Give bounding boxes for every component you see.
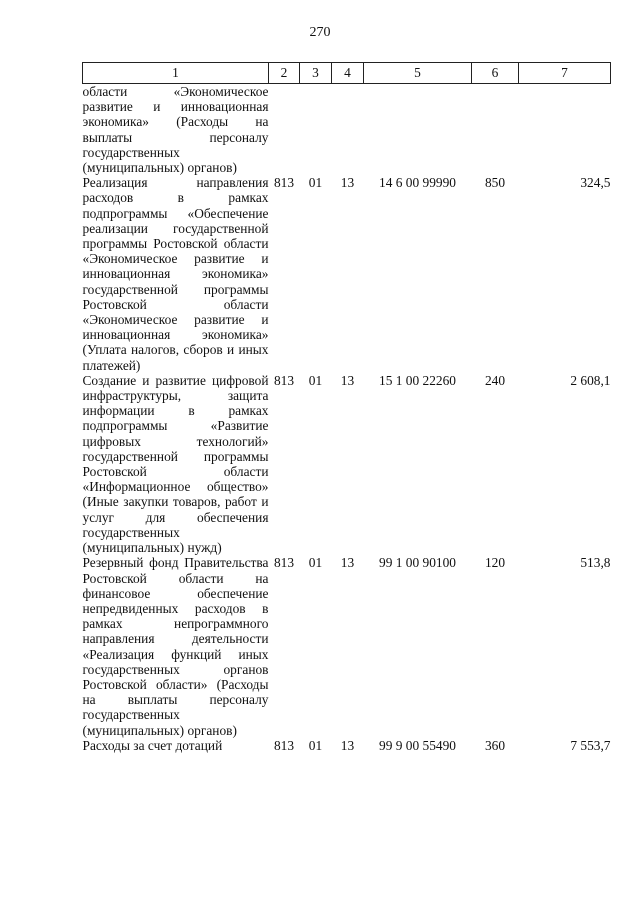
column-header-7: 7: [519, 63, 611, 84]
row-rz: 01: [308, 555, 323, 571]
column-header-2: 2: [269, 63, 300, 84]
table-row: [83, 175, 611, 373]
row-amount: 324,5: [580, 175, 611, 191]
row-rz: 01: [308, 737, 323, 753]
row-description: Резервный фонд Правительства Ростовской области на финансовое обеспечение непредвиденных расходов в рамках непрограммного направления деятельности «Реализация функций иных государственных органов Ростовской области» (Расходы на выплаты персоналу государственных (муниципальных) органов): [82, 555, 269, 738]
row-description: Расходы за счет дотаций: [82, 737, 223, 753]
row-pr: 13: [340, 555, 355, 571]
row-vr: 240: [484, 372, 506, 388]
row-pr: 13: [340, 737, 355, 753]
row-ved: 813: [273, 737, 295, 753]
column-header-3: 3: [300, 63, 332, 84]
row-vr: 360: [484, 737, 506, 753]
row-ved: [269, 84, 300, 176]
row-pr: 13: [340, 372, 355, 388]
table-row: [83, 738, 611, 753]
row-description: Создание и развитие цифровой инфраструктуры, защита информации в рамках подпрограммы «Развитие цифровых технологий» государственной программы Ростовской области «Информационное общество» (Иные закупки товаров, работ и услуг для обеспечения государственных (муниципальных) нужд): [82, 372, 269, 556]
row-vr: [472, 84, 519, 176]
row-ved: 813: [273, 372, 295, 388]
row-ved: 813: [273, 175, 295, 191]
column-header-4: 4: [332, 63, 364, 84]
table-row: [83, 84, 611, 176]
row-amount: 7 553,7: [570, 737, 611, 753]
budget-table: [82, 62, 611, 753]
row-amount: 513,8: [580, 555, 611, 571]
row-ved: 813: [273, 555, 295, 571]
row-csr: 99 9 00 55490: [379, 737, 456, 753]
row-csr: 14 6 00 99990: [379, 175, 456, 191]
row-csr: [364, 84, 472, 176]
row-description: области «Экономическое развитие и инновационная экономика» (Расходы на выплаты персоналу государственных (муниципальных) органов): [82, 84, 269, 176]
table-header-row: [83, 63, 611, 84]
column-header-1: 1: [83, 63, 269, 84]
row-rz: 01: [308, 372, 323, 388]
row-rz: [300, 84, 332, 176]
page-number: 270: [309, 25, 331, 40]
row-amount: [519, 84, 611, 176]
row-csr: 99 1 00 90100: [379, 555, 456, 571]
row-csr: 15 1 00 22260: [379, 372, 456, 388]
row-description: Реализация направления расходов в рамках подпрограммы «Обеспечение реализации государственной программы Ростовской области «Экономическое развитие и инновационная экономика» государственной программы Ростовской области «Экономическое развитие и инновационная экономика» (Уплата налогов, сборов и иных платежей): [82, 175, 269, 373]
row-pr: 13: [340, 175, 355, 191]
column-header-5: 5: [364, 63, 472, 84]
column-header-6: 6: [472, 63, 519, 84]
row-rz: 01: [308, 175, 323, 191]
row-amount: 2 608,1: [570, 372, 611, 388]
row-vr: 850: [484, 175, 506, 191]
table-row: [83, 555, 611, 737]
row-vr: 120: [484, 555, 506, 571]
table-row: [83, 373, 611, 555]
row-pr: [332, 84, 364, 176]
